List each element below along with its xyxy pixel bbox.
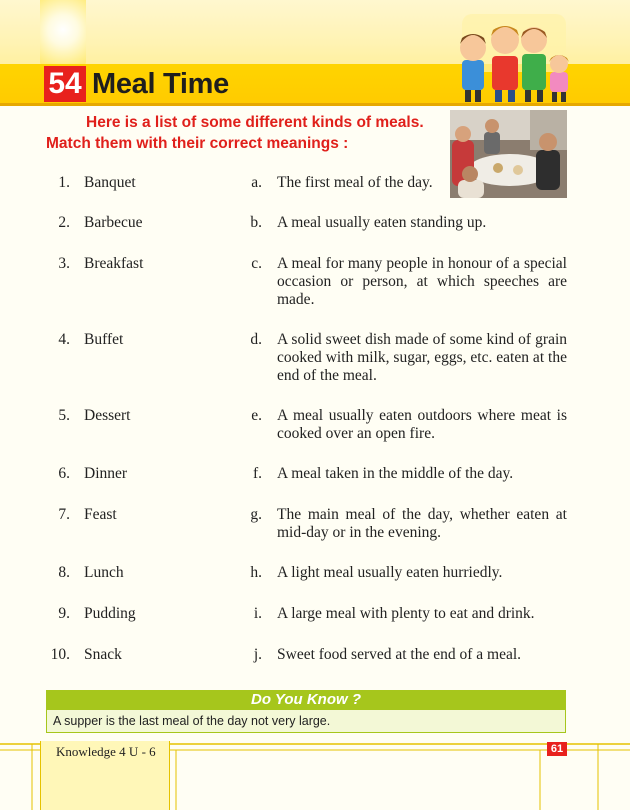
book-title: Knowledge 4 U - 6 (56, 744, 156, 759)
meaning-letter: g. (250, 506, 262, 523)
meaning-letter: h. (250, 564, 262, 581)
meaning-text: A solid sweet dish made of some kind of grain cooked with milk, sugar, eggs, etc. eaten at the end of the meal. (277, 331, 567, 384)
meaning-letter: i. (253, 605, 262, 622)
meaning-text: A light meal usually eaten hurriedly. (277, 564, 503, 581)
meal-word: Barbecue (84, 214, 143, 231)
page-number: 61 (547, 742, 567, 756)
item-number: 6. (58, 465, 70, 482)
meaning-text: A meal taken in the middle of the day. (277, 465, 514, 482)
do-you-know-box (46, 710, 566, 733)
item-number: 3. (58, 255, 70, 272)
do-you-know-text: A supper is the last meal of the day not very large. (53, 714, 331, 728)
item-number: 2. (58, 214, 70, 231)
meaning-letter: c. (251, 255, 262, 272)
meal-word: Dessert (84, 407, 131, 424)
item-number: 4. (58, 331, 70, 348)
item-number: 8. (58, 564, 70, 581)
header-tab-decoration (40, 0, 86, 66)
do-you-know-heading: Do You Know ? (46, 690, 566, 710)
meal-word: Feast (84, 506, 117, 523)
cartoon-kids-illustration (448, 8, 578, 104)
meaning-text: A meal for many people in honour of a special occasion or person, at which speeches are made. (277, 255, 567, 308)
item-number: 9. (58, 605, 70, 622)
item-number: 7. (58, 506, 70, 523)
meal-word: Snack (84, 646, 122, 663)
meal-word: Buffet (84, 331, 124, 348)
meaning-text: A meal usually eaten outdoors where meat is cooked over an open fire. (277, 407, 567, 442)
meal-word: Lunch (84, 564, 124, 581)
page-title: Meal Time (92, 68, 229, 100)
meal-word: Breakfast (84, 255, 144, 272)
instructions-line-2: Match them with their correct meanings : (46, 135, 349, 152)
instructions-line-1: Here is a list of some different kinds of meals. (86, 114, 424, 131)
meal-word: Dinner (84, 465, 128, 482)
meaning-text: Sweet food served at the end of a meal. (277, 646, 522, 663)
meaning-letter: a. (251, 174, 262, 191)
meaning-text: The main meal of the day, whether eaten at mid-day or in the evening. (277, 506, 567, 541)
instructions (46, 112, 446, 154)
meaning-letter: b. (250, 214, 262, 231)
meal-word: Pudding (84, 605, 136, 622)
meaning-text: A meal usually eaten standing up. (277, 214, 487, 231)
item-number: 1. (58, 174, 70, 191)
item-number: 10. (50, 646, 70, 663)
meaning-letter: f. (252, 465, 262, 482)
meaning-letter: j. (253, 646, 262, 663)
item-number: 5. (58, 407, 70, 424)
meaning-text: A large meal with plenty to eat and drink. (277, 605, 535, 622)
meaning-letter: e. (251, 407, 262, 424)
meal-word: Banquet (84, 174, 136, 191)
meaning-letter: d. (250, 331, 262, 348)
unit-number: 54 (44, 66, 86, 102)
meaning-text: The first meal of the day. (277, 174, 433, 191)
